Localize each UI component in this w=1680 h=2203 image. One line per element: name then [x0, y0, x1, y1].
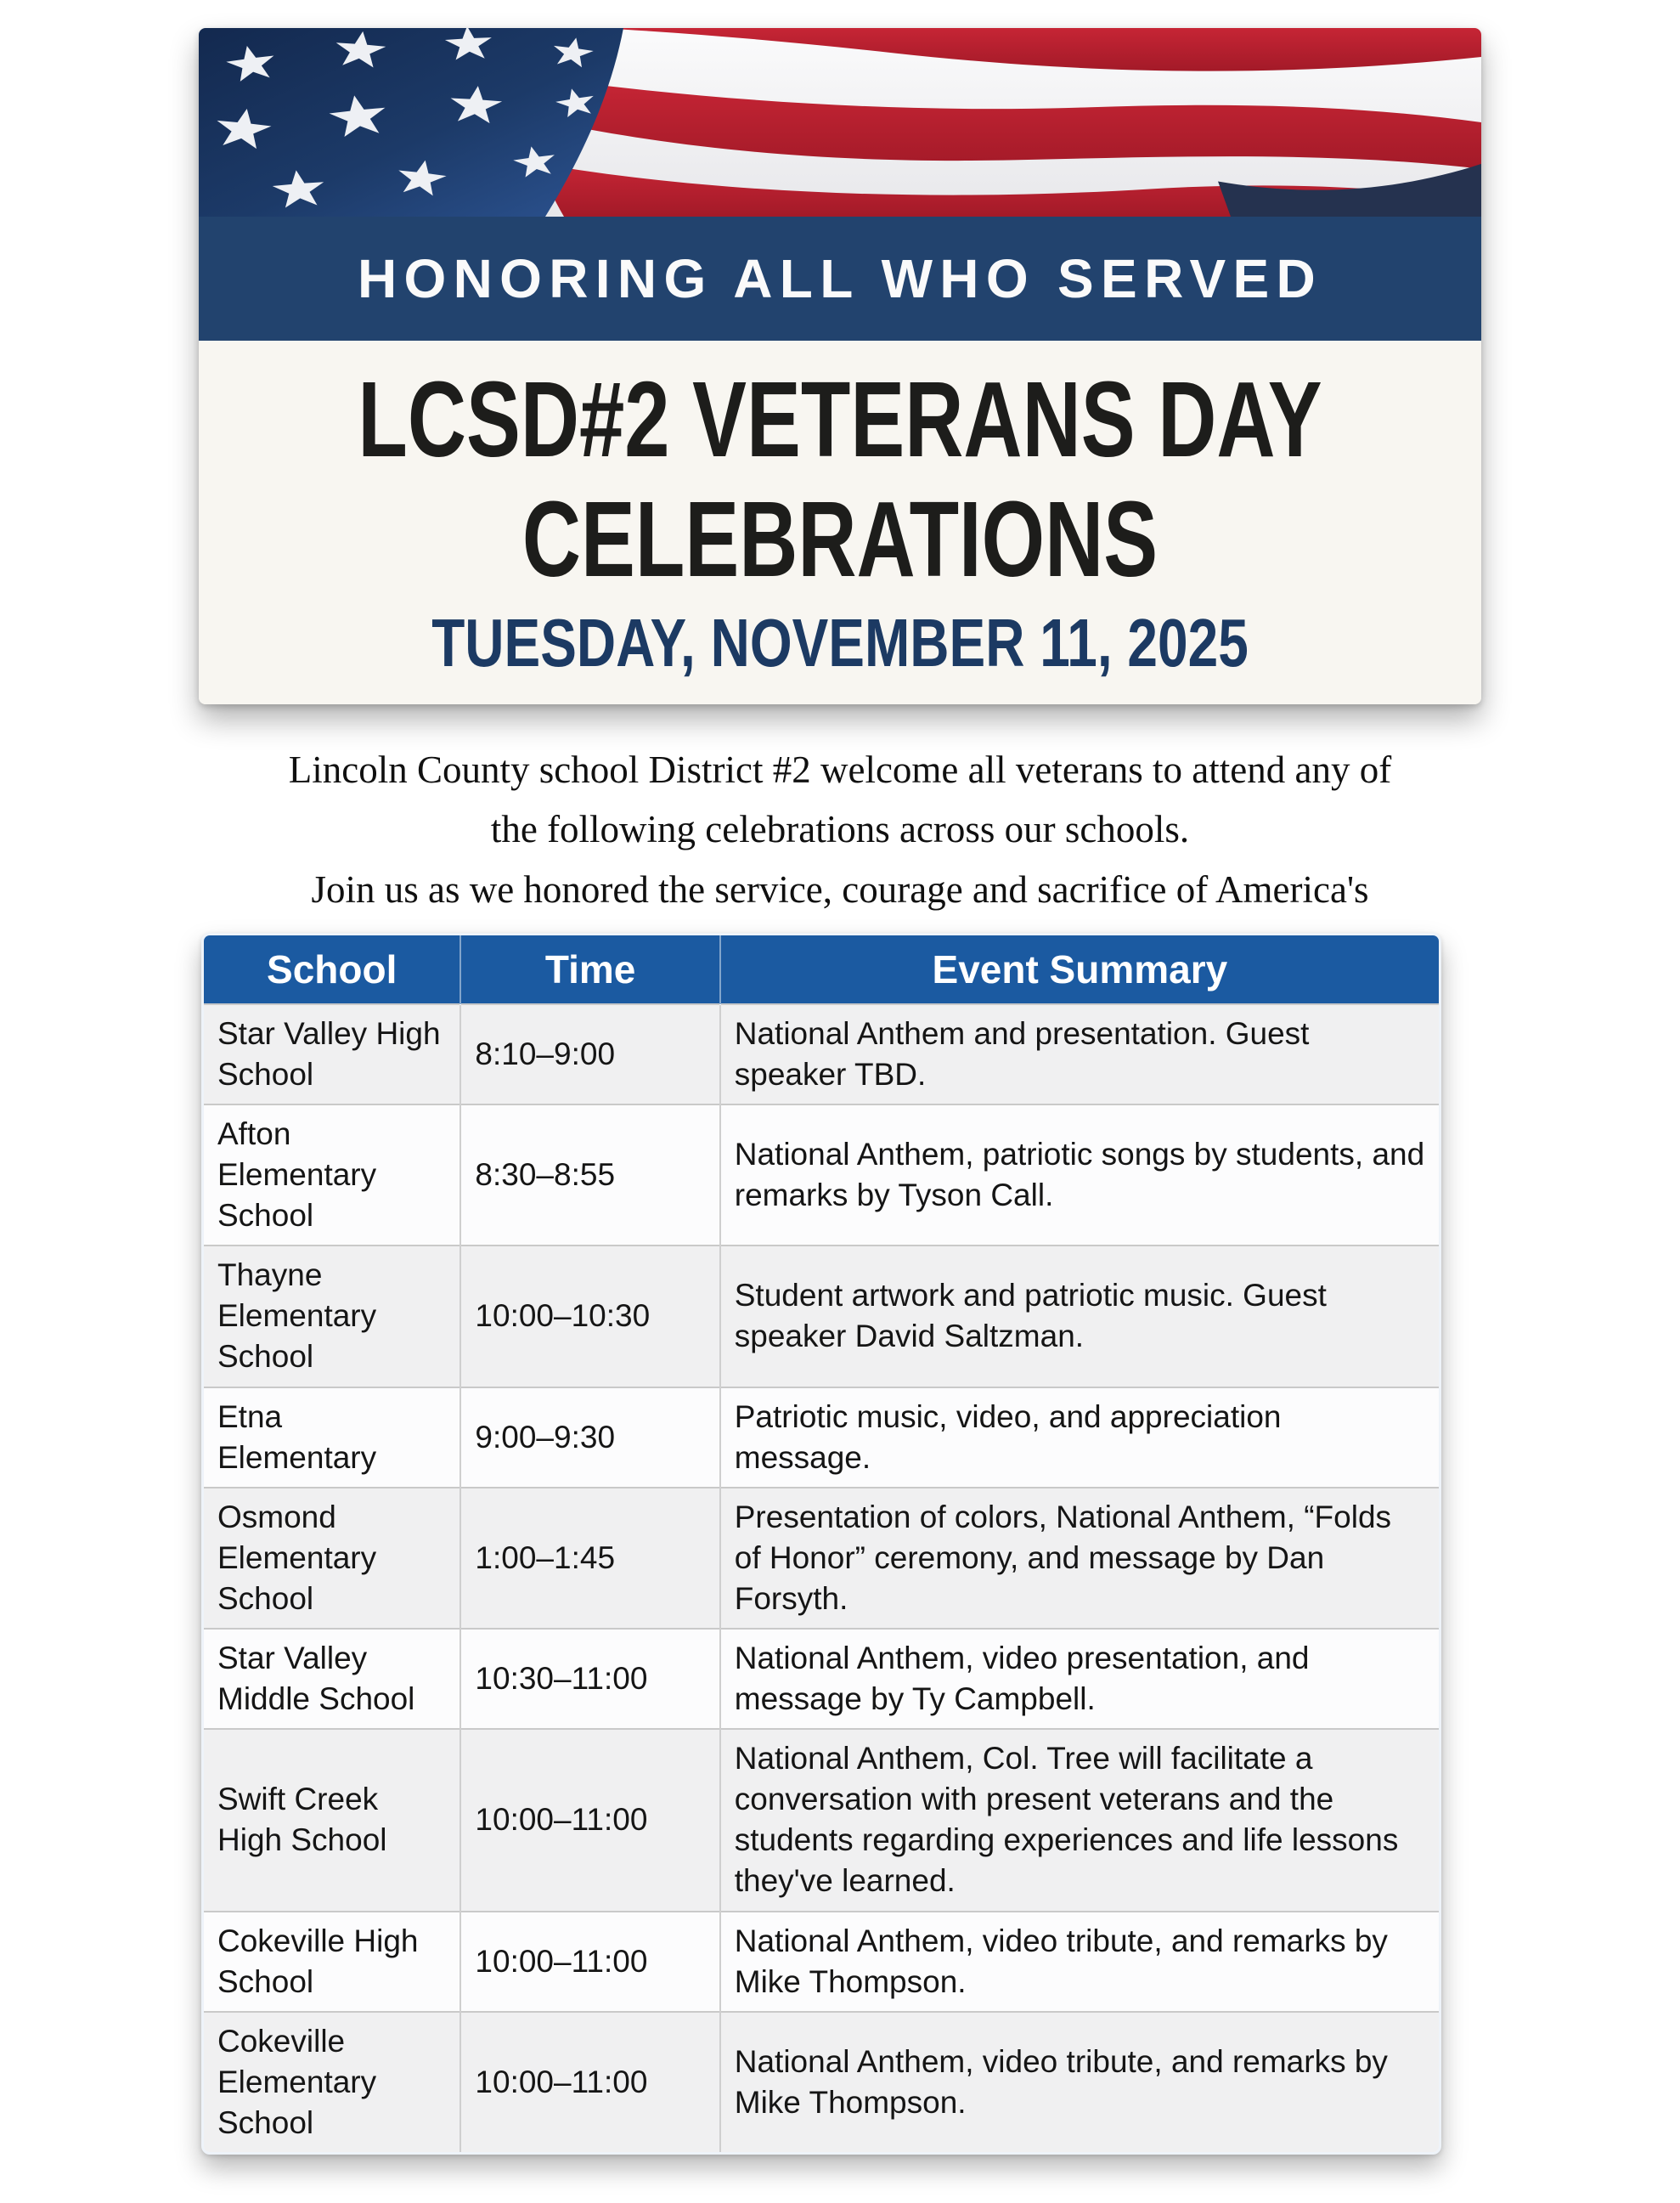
time-cell: 10:00–11:00: [460, 1729, 719, 1911]
summary-cell: National Anthem, video tribute, and remarks by Mike Thompson.: [720, 1912, 1439, 2012]
summary-cell: Student artwork and patriotic music. Guest speaker David Saltzman.: [720, 1246, 1439, 1387]
time-cell: 1:00–1:45: [460, 1488, 719, 1629]
header-school: School: [204, 935, 460, 1004]
intro-paragraph: [0, 740, 1680, 919]
school-cell: Afton Elementary School: [204, 1104, 460, 1246]
veterans-day-banner: [199, 28, 1481, 704]
summary-cell: National Anthem and presentation. Guest speaker TBD.: [720, 1004, 1439, 1104]
ribbon-banner: [199, 217, 1481, 341]
school-cell: Cokeville Elementary School: [204, 2012, 460, 2152]
time-cell: 8:30–8:55: [460, 1104, 719, 1246]
summary-cell: Presentation of colors, National Anthem, “Folds of Honor” ceremony, and message by Dan Forsyth.: [720, 1488, 1439, 1629]
time-cell: 8:10–9:00: [460, 1004, 719, 1104]
banner-title-line2: CELEBRATIONS: [521, 479, 1159, 600]
school-cell: Thayne Elementary School: [204, 1246, 460, 1387]
intro-line-2: the following celebrations across our schools.: [490, 808, 1190, 851]
american-flag-icon: [199, 28, 1481, 217]
table-row: [204, 2012, 1439, 2152]
time-cell: 10:00–10:30: [460, 1246, 719, 1387]
banner-title-line1: LCSD#2 VETERANS DAY: [358, 359, 1322, 479]
header-time: Time: [460, 935, 719, 1004]
table-row: [204, 1387, 1439, 1488]
american-flag-image: [199, 28, 1481, 217]
schedule-table: [204, 935, 1439, 2152]
table-row: [204, 1912, 1439, 2012]
table-row: [204, 1488, 1439, 1629]
summary-cell: National Anthem, video presentation, and message by Ty Campbell.: [720, 1629, 1439, 1729]
school-cell: Star Valley High School: [204, 1004, 460, 1104]
time-cell: 10:00–11:00: [460, 2012, 719, 2152]
summary-cell: National Anthem, video tribute, and remarks by Mike Thompson.: [720, 2012, 1439, 2152]
school-cell: Cokeville High School: [204, 1912, 460, 2012]
summary-cell: Patriotic music, video, and appreciation message.: [720, 1387, 1439, 1488]
table-row: [204, 1246, 1439, 1387]
header-event-summary: Event Summary: [720, 935, 1439, 1004]
school-cell: Star Valley Middle School: [204, 1629, 460, 1729]
table-row: [204, 1629, 1439, 1729]
summary-cell: National Anthem, patriotic songs by students, and remarks by Tyson Call.: [720, 1104, 1439, 1246]
school-cell: Osmond Elementary School: [204, 1488, 460, 1629]
schedule-header-row: [204, 935, 1439, 1004]
school-cell: Etna Elementary: [204, 1387, 460, 1488]
summary-cell: National Anthem, Col. Tree will facilitate a conversation with present veterans and the students regarding experiences and life lessons they've learned.: [720, 1729, 1439, 1911]
ribbon-text: HONORING ALL WHO SERVED: [357, 248, 1323, 309]
time-cell: 9:00–9:30: [460, 1387, 719, 1488]
intro-line-3: Join us as we honored the service, courage and sacrifice of America's: [311, 867, 1369, 911]
schedule-card: [201, 933, 1441, 2155]
banner-body: [199, 341, 1481, 704]
table-row: [204, 1004, 1439, 1104]
time-cell: 10:00–11:00: [460, 1912, 719, 2012]
banner-date: TUESDAY, NOVEMBER 11, 2025: [431, 605, 1249, 681]
table-row: [204, 1729, 1439, 1911]
time-cell: 10:30–11:00: [460, 1629, 719, 1729]
school-cell: Swift Creek High School: [204, 1729, 460, 1911]
intro-line-1: Lincoln County school District #2 welcome all veterans to attend any of: [288, 748, 1392, 792]
table-row: [204, 1104, 1439, 1246]
